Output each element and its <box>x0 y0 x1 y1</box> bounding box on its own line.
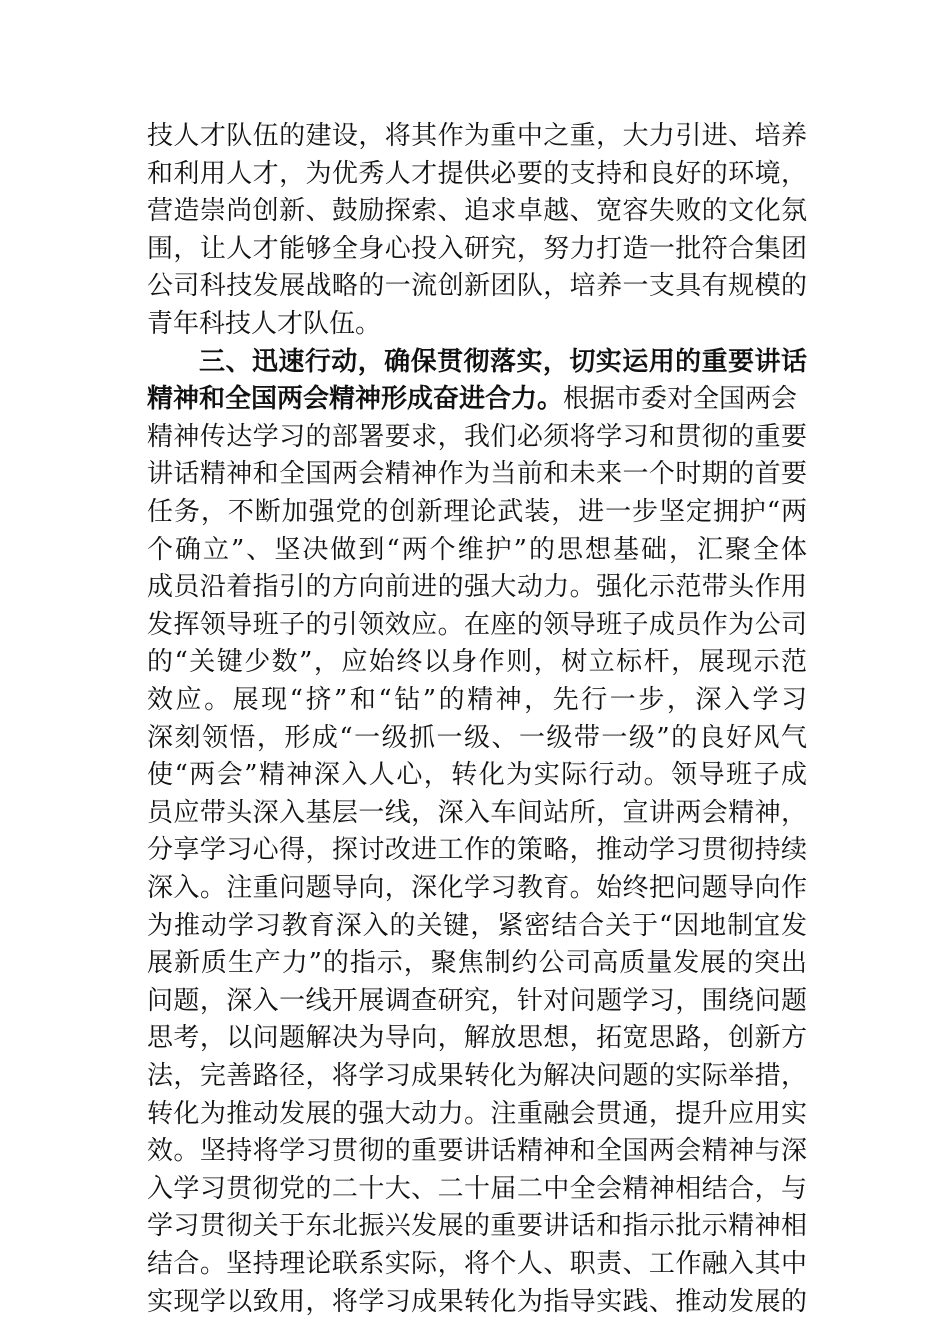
text-line: 问题，深入一线开展调查研究，针对问题学习，围绕问题 <box>147 985 807 1016</box>
text-line: 技人才队伍的建设，将其作为重中之重，大力引进、培养 <box>147 121 807 151</box>
text-line: 转化为推动发展的强大动力。注重融会贯通，提升应用实 <box>147 1098 807 1129</box>
text-line-hidden-overflow: 实现学以致用，将学习成果转化为指导实践、推动发展的 <box>147 1286 807 1317</box>
text-line: 学习贯彻关于东北振兴发展的重要讲话和指示批示精神相 <box>147 1211 807 1242</box>
text-line: 为推动学习教育深入的关键，紧密结合关于“因地制宜发 <box>147 910 807 941</box>
section-heading-continuation: 精神和全国两会精神形成奋进合力。 <box>147 384 564 415</box>
text-line: 成员沿着指引的方向前进的强大动力。强化示范带头作用 <box>147 572 807 603</box>
text-line: 效。坚持将学习贯彻的重要讲话精神和全国两会精神与深 <box>147 1136 807 1167</box>
text-line: 员应带头深入基层一线，深入车间站所，宣讲两会精神， <box>147 797 807 828</box>
text-line: 深刻领悟，形成“一级抓一级、一级带一级”的良好风气 <box>147 722 807 753</box>
text-line: 的“关键少数”，应始终以身作则，树立标杆，展现示范 <box>147 647 807 678</box>
text-line: 入学习贯彻党的二十大、二十届二中全会精神相结合，与 <box>147 1173 807 1204</box>
text-line-mixed <box>147 381 807 419</box>
text-line: 思考，以问题解决为导向，解放思想，拓宽思路，创新方 <box>147 1023 807 1054</box>
text-line: 任务，不断加强党的创新理论武装，进一步坚定拥护“两 <box>147 497 807 527</box>
text-line: 分享学习心得，探讨改进工作的策略，推动学习贯彻持续 <box>147 835 807 866</box>
text-line: 展新质生产力”的指示，聚焦制约公司高质量发展的突出 <box>147 948 807 979</box>
section-heading-line: 三、迅速行动，确保贯彻落实，切实运用的重要讲话 <box>199 346 807 377</box>
text-line: 精神传达学习的部署要求，我们必须将学习和贯彻的重要 <box>147 421 807 452</box>
text-line: 结合。坚持理论联系实际，将个人、职责、工作融入其中 <box>147 1249 807 1279</box>
text-line: 公司科技发展战略的一流创新团队，培养一支具有规模的 <box>147 271 807 302</box>
text-line: 营造崇尚创新、鼓励探索、追求卓越、宽容失败的文化氛 <box>147 196 807 227</box>
text-line: 法，完善路径，将学习成果转化为解决问题的实际举措， <box>147 1061 807 1091</box>
paragraph-start: 根据市委对全国两会 <box>563 384 798 415</box>
text-line: 深入。注重问题导向，深化学习教育。始终把问题导向作 <box>147 873 807 903</box>
text-line: 使“两会”精神深入人心，转化为实际行动。领导班子成 <box>147 760 807 791</box>
text-line: 和利用人才，为优秀人才提供必要的支持和良好的环境， <box>147 158 807 189</box>
text-line: 青年科技人才队伍。 <box>147 309 382 339</box>
text-line: 讲话精神和全国两会精神作为当前和未来一个时期的首要 <box>147 459 807 490</box>
text-line: 效应。展现“挤”和“钻”的精神，先行一步，深入学习 <box>147 685 807 715</box>
text-line: 发挥领导班子的引领效应。在座的领导班子成员作为公司 <box>147 609 807 640</box>
text-line: 围，让人才能够全身心投入研究，努力打造一批符合集团 <box>147 233 807 264</box>
text-line: 个确立”、坚决做到“两个维护”的思想基础，汇聚全体 <box>147 534 807 565</box>
